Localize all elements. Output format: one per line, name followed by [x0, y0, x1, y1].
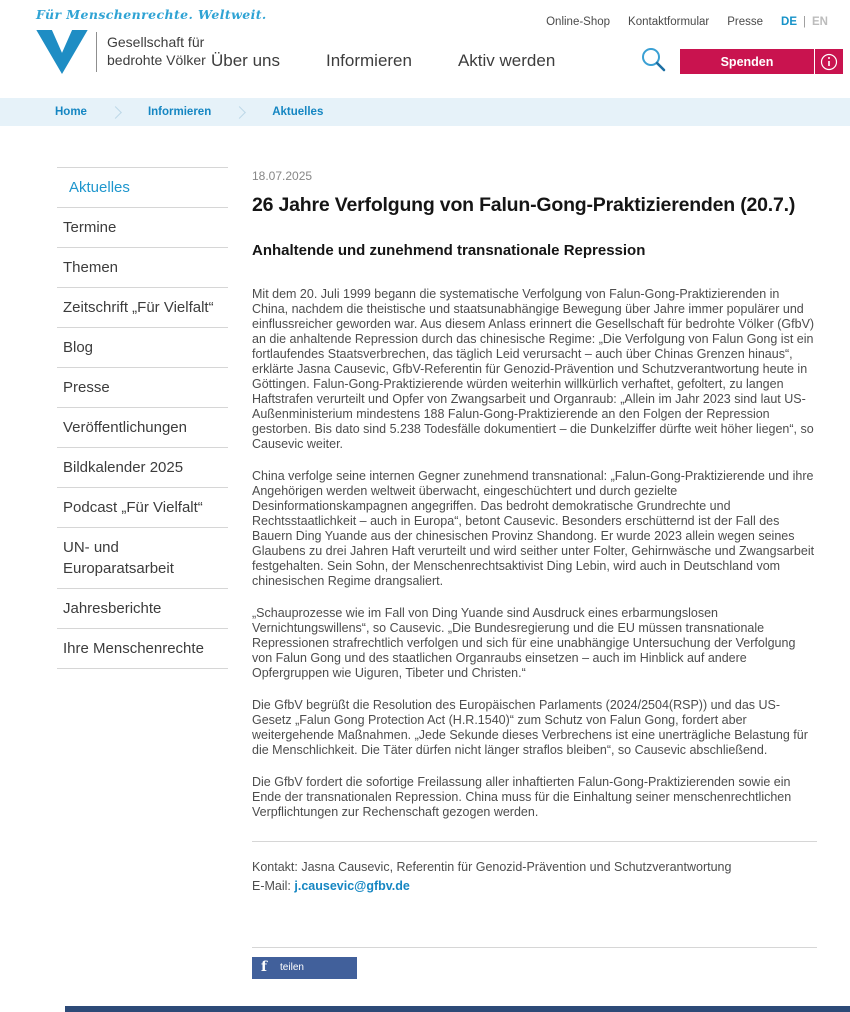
sidebar-item-presse[interactable]: Presse	[57, 368, 228, 408]
donate-info-button[interactable]	[814, 49, 843, 74]
utility-nav	[546, 16, 828, 28]
contact-divider	[252, 841, 817, 842]
chevron-right-icon	[233, 106, 246, 119]
lang-divider: |	[803, 16, 807, 28]
language-switcher	[781, 16, 828, 28]
sidebar-item-un-europaratsarbeit[interactable]: UN- und Europaratsarbeit	[57, 528, 228, 589]
chevron-right-icon	[109, 106, 122, 119]
logo[interactable]	[36, 30, 206, 74]
nav-aktiv-werden[interactable]: Aktiv werden	[457, 51, 556, 70]
sidebar-item-jahresberichte[interactable]: Jahresberichte	[57, 589, 228, 629]
breadcrumb-informieren[interactable]: Informieren	[147, 106, 212, 118]
article-paragraph-4: Die GfbV begrüßt die Resolution des Europäischen Parlaments (2024/2504(RSP)) und das US-Gesetz „Falun Gong Protection Act (H.R.1540)“ zum Schutz von Falun Gong, fordert aber weitergehende Maßnahmen. „Jede Sekunde dieses Verbrechens ist eine unerträgliche Belastung für die Menschlichkeit. Die Täter dürfen nicht länger straflos bleiben“, so Causevic abschließend.	[252, 698, 808, 757]
article-title: 26 Jahre Verfolgung von Falun-Gong-Praktizierenden (20.7.)	[252, 194, 796, 216]
article-paragraph-5: Die GfbV fordert die sofortige Freilassung aller inhaftierten Falun-Gong-Praktizierenden sowie ein Ende der transnationalen Repression. China muss für die Einhaltung seiner menschenrechtlichen Verpflichtungen zur Rechenschaft gezogen werden.	[252, 775, 792, 819]
donate-group	[680, 49, 843, 74]
info-icon	[820, 53, 838, 71]
sidebar-item-zeitschrift[interactable]: Zeitschrift „Für Vielfalt“	[57, 288, 228, 328]
facebook-icon: f	[261, 959, 268, 975]
nav-ueber-uns[interactable]: Über uns	[211, 51, 280, 70]
sidebar-item-termine[interactable]: Termine	[57, 208, 228, 248]
email-line	[252, 877, 817, 896]
facebook-share-label: teilen	[280, 962, 304, 973]
article	[252, 126, 817, 979]
content	[0, 126, 850, 979]
gfbv-logo-icon	[36, 30, 88, 74]
sidebar-item-veroeffentlichungen[interactable]: Veröffentlichungen	[57, 408, 228, 448]
article-paragraph-2: China verfolge seine internen Gegner zunehmend transnational: „Falun-Gong-Praktizierende und ihre Angehörigen werden weltweit überwacht, eingeschüchtert und durch gezielte Desinformationskampagnen angegriffen. Das bedroht demokratische Grundrechte und Rechtsstaatlichkeit – auch in Europa“, betont Causevic. Besonders erschütternd ist der Fall des Bauern Ding Yuande aus der chinesischen Provinz Shandong. Er wurde 2023 allein wegen seines Glaubens zu drei Jahren Haft verurteilt und wird seither unter Folter, Gehirnwäsche und Zwangsarbeit festgehalten. Sein Sohn, der Menschenrechtsaktivist Ding Lebin, wird auch in Deutschland vom chinesischen Regime drangsaliert.	[252, 469, 815, 588]
email-link[interactable]: j.causevic@gfbv.de	[294, 878, 410, 893]
logo-divider	[96, 32, 97, 72]
email-label: E-Mail:	[252, 878, 291, 893]
article-paragraph-3: „Schauprozesse wie im Fall von Ding Yuande sind Ausdruck eines erbarmungslosen Vernichtungswillens“, so Causevic. „Die Bundesregierung und die EU müssen transnationale Repressionen strafrechtlich verfolgen und sich für eine unabhängige Untersuchung der Verfolgung von Falun Gong und des staatlichen Organraubs einsetzen – auch im Hinblick auf andere Opfergruppen wie Uiguren, Tibeter und Christen.“	[252, 606, 796, 680]
sidebar-item-themen[interactable]: Themen	[57, 248, 228, 288]
facebook-share-button[interactable]	[252, 957, 357, 979]
breadcrumb-aktuelles[interactable]: Aktuelles	[272, 106, 324, 118]
org-name-line2: bedrohte Völker	[107, 52, 206, 68]
article-date: 18.07.2025	[252, 169, 313, 183]
breadcrumb	[0, 98, 850, 126]
org-name	[107, 34, 206, 70]
lang-en[interactable]: EN	[812, 16, 828, 28]
link-online-shop[interactable]: Online-Shop	[546, 16, 611, 28]
donate-button[interactable]: Spenden	[680, 49, 814, 74]
main-nav	[211, 51, 555, 71]
breadcrumb-home[interactable]: Home	[55, 106, 87, 118]
sidebar-item-aktuelles[interactable]: Aktuelles	[57, 167, 228, 208]
search-button[interactable]	[640, 46, 668, 74]
sidebar-item-podcast[interactable]: Podcast „Für Vielfalt“	[57, 488, 228, 528]
org-name-line1: Gesellschaft für	[107, 34, 205, 51]
tagline: Für Menschenrechte. Weltweit.	[36, 7, 267, 22]
sidebar	[57, 126, 228, 979]
article-paragraph-1: Mit dem 20. Juli 1999 begann die systematische Verfolgung von Falun-Gong-Praktizierenden in China, nachdem die theistische und staatsunabhängige Bewegung über Jahre immer populärer und einflussreicher geworden war. Aus diesem Anlass erinnert die Gesellschaft für bedrohte Völker (GfbV) an die anhaltende Repression durch das chinesische Regime: „Die Verfolgung von Falun Gong ist ein fortlaufendes Staatsverbrechen, das täglich Leid verursacht – auch über Chinas Grenzen hinaus“, erklärte Jasna Causevic, GfbV-Referentin für Genozid-Prävention und Schutzverantwortung heute in Göttingen. Falun-Gong-Praktizierende würden weiterhin willkürlich verhaftet, gefoltert, zu langen Haftstrafen verurteilt und Opfer von Zwangsarbeit und Organraub: „Allein im Jahr 2023 sind laut US-Außenministerium mindestens 188 Falun-Gong-Praktizierende an den Folgen der Repression gestorben. Bis dato sind 5.238 Todesfälle dokumentiert – die Dunkelziffer dürfte weit höher liegen“, so Causevic weiter.	[252, 287, 815, 451]
sidebar-item-bildkalender[interactable]: Bildkalender 2025	[57, 448, 228, 488]
share-divider	[252, 947, 817, 948]
sidebar-item-blog[interactable]: Blog	[57, 328, 228, 368]
lang-de[interactable]: DE	[781, 16, 798, 28]
footer-bar	[65, 1006, 850, 1012]
link-presse[interactable]: Presse	[727, 16, 764, 28]
sidebar-item-ihre-menschenrechte[interactable]: Ihre Menschenrechte	[57, 629, 228, 669]
article-subtitle: Anhaltende und zunehmend transnationale Repression	[252, 242, 646, 259]
contact-line: Kontakt: Jasna Causevic, Referentin für Genozid-Prävention und Schutzverantwortung	[252, 860, 732, 874]
search-icon	[640, 46, 668, 74]
nav-informieren[interactable]: Informieren	[325, 51, 412, 70]
link-kontaktformular[interactable]: Kontaktformular	[628, 16, 710, 28]
header	[0, 0, 850, 98]
